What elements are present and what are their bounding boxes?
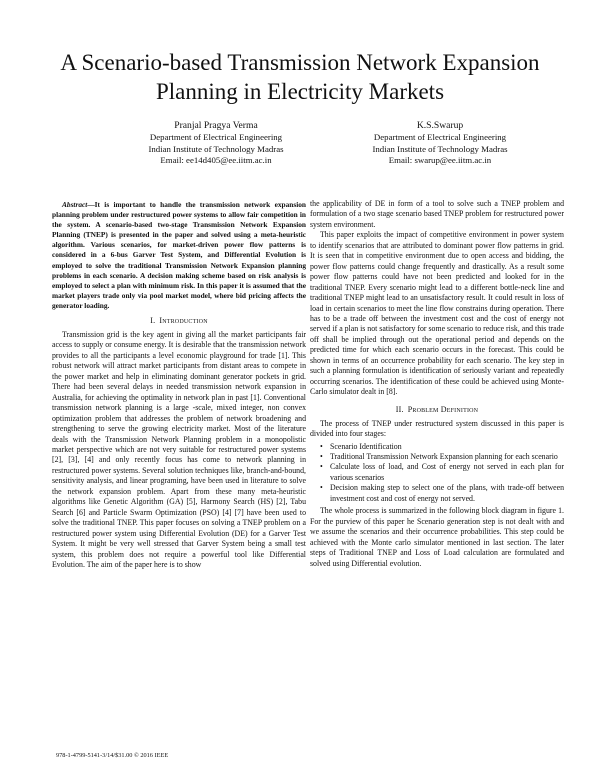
author-institute: Indian Institute of Technology Madras bbox=[372, 143, 508, 154]
section-number: I. bbox=[150, 316, 156, 326]
section-number: II. bbox=[395, 404, 404, 414]
stages-list bbox=[310, 442, 564, 505]
section-heading-problem-definition bbox=[310, 404, 564, 415]
list-item: • Decision making step to select one of the plans, with trade-off between investment cost and cost of energy not served. bbox=[330, 483, 564, 504]
author-email: Email: ee14d405@ee.iitm.ac.in bbox=[160, 155, 272, 166]
author-block-1 bbox=[106, 120, 326, 167]
list-item: • Calculate loss of load, and Cost of energy not served in each plan for various scenarios bbox=[330, 462, 564, 483]
author-name: K.S.Swarup bbox=[416, 120, 464, 131]
title-line-1: A Scenario-based Transmission Network Expansion bbox=[60, 50, 540, 75]
section-heading-introduction bbox=[52, 315, 306, 326]
list-item: • Traditional Transmission Network Expansion planning for each scenario bbox=[330, 452, 564, 462]
list-item: • Scenario Identification bbox=[330, 442, 564, 452]
introduction-paragraph: Transmission grid is the key agent in giving all the market participants fair access to supply or consume energy. It is desirable that the transmission network provides to all the participants a level economic playground for trade [1]. This robust network will attract market participants from distant areas to compete in the power market and help in eliminating dominant generator pockets in grid. There had been several delays in needed transmission network expansion in Australia, for achieving the optimality in network plan in past [1]. Conventional transmission network planning is a large -scale, mixed integer, non convex optimization problem that addresses the problem of network broadening and strengthening to serve the growing electricity market. Most of the literature deals with the Transmission Network Planning problem in a monopolistic market perspective which are not very suitable for restructured power systems [2], [3], [4] and only recently focus has come to network planning in restructured power systems. Several solution techniques like, branch-and-bound, sensitivity analysis, and linear programing, have been used in literature to solve the network expansion problem. Apart from these many meta-heuristic algorithms like Genetic Algorithm (GA) [5], Harmony Search (HS) [2], Tabu Search [6] and Particle Swarm Optimization (PSO) [4] [7] have been used to solve the traditional TNEP. This paper focuses on solving a TNEP problem on a restructured power system using Differential Evolution (DE) for a Garver Test System. It might be very well stressed that Garver System being a small test system, this problem does not require a powerful tool like Differential Evolution. The aim of the paper here is to show bbox=[52, 330, 306, 569]
author-name: Pranjal Pragya Verma bbox=[174, 120, 258, 131]
scenario-paragraph: This paper exploits the impact of competitive environment in power system to identify scenarios that are attributed to dominant power flow patterns in grid. It is seen that in competitive environment due to open access and bidding, the power flow patterns could change frequently and drastically. As a result some power flow patterns could have not been predicted and looked for in the traditional TNEP. Every scenario might lead to a different bottle-neck line and traditional TNEP might lead to an unsatisfactory result. It could result in loss of load in certain scenarios to meet the line flow constrains during operation. There has to be a trade off between the investment cost and the cost of energy not served if a plan is not satisfactory for some scenario to reduce risk, and this trade off shall be implied through out the operational period and depends on the predicted time for which each scenario occurs in the forecast. This could be shown in terms of an occurrence probability for each scenario. The key step in such a planning formulation is identification of seriously variant and repeatedly occurring scenarios. The identification of these could be achieved using Monte-Carlo simulator dealt in [8]. bbox=[310, 230, 564, 397]
problem-paragraph-2: The whole process is summarized in the following block diagram in figure 1. For the purview of this paper he Scenario generation step is not dealt with and we assume the scenarios and their occurrence probabilities. This step could be achieved with the Monte carlo simulator mentioned in last section. The later steps of Traditional TNEP and Loss of Load calculation are formulated and solved using Differential evolution. bbox=[310, 506, 564, 568]
continued-paragraph: the applicability of DE in form of a tool to solve such a TNEP problem and formulation of a two stage scenario based TNEP problem for restructured power system environment. bbox=[310, 199, 564, 229]
right-column bbox=[310, 199, 564, 569]
author-institute: Indian Institute of Technology Madras bbox=[148, 143, 284, 154]
abstract-text: —It is important to handle the transmission network expansion planning problem under restructured power systems to allow fair competition in the system. A scenario-based two-stage Transmission Network Expansion Planning (TNEP) is presented in the paper and solved using a meta-heuristic algorithm. Various scenarios, for market-driven power flow patterns is considered in a 6-bus Garver Test System, and Differential Evolution is employed to solve the traditional Transmission Network Expansion planning problems in each scenario. A decision making scheme based on risk analysis is employed to select a plan with minimum risk. In this paper it is assumed that the market players trade only via pool market model, where bid pricing affects the generator loading. bbox=[52, 200, 306, 310]
section-title: Problem Definition bbox=[407, 404, 479, 414]
author-email: Email: swarup@ee.iitm.ac.in bbox=[388, 155, 492, 166]
section-title: Introduction bbox=[159, 316, 208, 326]
title-line-2: Planning in Electricity Markets bbox=[155, 79, 445, 104]
paper-title bbox=[20, 48, 580, 106]
abstract bbox=[52, 200, 306, 311]
abstract-label: Abstract bbox=[62, 200, 88, 209]
author-department: Department of Electrical Engineering bbox=[373, 132, 507, 143]
problem-paragraph-1: The process of TNEP under restructured system discussed in this paper is divided into four stages: bbox=[310, 418, 564, 439]
copyright-footer: 978-1-4799-5141-3/14/$31.00 © 2016 IEEE bbox=[56, 752, 169, 759]
author-block-2 bbox=[330, 120, 550, 167]
author-department: Department of Electrical Engineering bbox=[149, 132, 283, 143]
left-column bbox=[52, 200, 306, 570]
